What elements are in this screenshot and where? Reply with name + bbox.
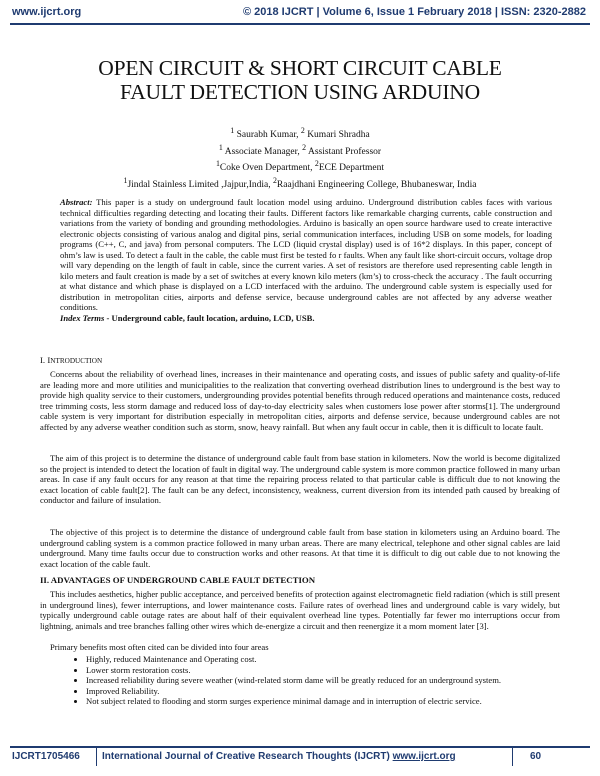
abstract [60,197,552,323]
index-terms-label: Index Terms [60,312,105,323]
header-site[interactable]: www.ijcrt.org [12,6,82,18]
author-sup: 2 [314,159,319,169]
author-roles [40,142,560,159]
author-aff: Raajdhani Engineering College, Bhubaneswar, India [276,180,477,191]
author-sup: 1 [123,175,128,185]
footer-rule [10,746,590,748]
section-1-paragraph-1: Concerns about the reliability of overhead lines, increases in their maintenance and operating costs, and issues of public safety and quality-of-life are leading more and more utilities and municipalities to the realization that converting overhead distribution lines to underground is the best way to provide high quality service to their customers, undergrounding provides potential benefits through reduced operations and maintenance costs, reduced tree trimming costs, less storm damage and reduced loss of day-to-day electricity sales when customers lose power after storms[1]. The underground cable system is very important for distribution especially in metropolitan cities, airports and defense service, because underground cables are not affected by any adverse weather condition such as storm, snow, heavy rainfall. But when any fault occur in cable, then it is difficult to locate fault. [40,369,560,432]
footer-separator [96,748,97,766]
author-departments [40,158,560,175]
author-sup: 1 [215,159,220,169]
title-line-1: OPEN CIRCUIT & SHORT CIRCUIT CABLE [98,56,502,80]
author-name: Kumari Shradha [304,130,370,141]
footer-journal: International Journal of Creative Research Thoughts (IJCRT) www.ijcrt.org [102,751,456,762]
paper-title [40,56,560,104]
author-dept: ECE Department [318,163,385,174]
footer-separator [512,748,513,766]
page-header [0,0,600,26]
author-block [40,125,560,192]
section-2-paragraph-1: This includes aesthetics, higher public acceptance, and perceived benefits of protection against electromagnetic field radiation (which is still present in underground lines), fewer interruptions, and lower maintenance costs. Failure rates of overhead lines and underground cable is vary widely, but typically underground cable outage rates are about half of their equivalent overhead line types. Potentially far fewer mo interruptions occur from lightning, animals and tree branches falling other wires which de-energize a circuit and then reenergize it a mom moment later [3]. [40,589,560,631]
list-item: • Lower storm restoration costs. [86,665,566,676]
footer-paper-id: IJCRT1705466 [12,751,80,762]
abstract-text: This paper is a study on underground fault location model using arduino. Underground distribution cables faces with various technical difficulties regarding detecting and locating their faults. Different factors like remarkable charging currents, cable construction and variations from the variety of bonding and grounding methodologies. Arduino is basically an open source hardware used to create interactive electronic objects consisting of various analog and digital pins, serial communication interfaces, including USB on some models, for loading programs (C++, C, and java) from personal computers. The LCD (liquid crystal display) used is of 16*2 displays. In this paper, concept of ohm’s law is used. To detect a fault in the cable, the cable must first be tested fo r faults. When any fault like short-circuit occurs, voltage drop will vary depending on the length of fault in cable, since the current varies. A set of resistors are therefore used representing cable length in kilo meters and fault creation is made by a set of switches at every known kilo meters (km’s) to cross-check the accuracy . The fault occurring at what distance and which phase is displayed on a LCD interfaced with the arduino. The underground cable system is especially used for distribution in metropolitan cities, airports and defense service, because underground cables are not affected by any adverse weather conditions. [60,197,552,312]
author-aff: Jindal Stainless Limited ,Jajpur,India, [127,180,273,191]
list-item: • Increased reliability during severe weather (wind-related storm dame will be greatly reduced for an underground system. [86,675,566,686]
author-name: Saurabh Kumar, [234,130,301,141]
list-item: • Improved Reliability. [86,686,566,697]
author-sup: 2 [272,175,277,185]
footer-url-link[interactable]: www.ijcrt.org [392,751,456,762]
author-role: Assistant Professor [306,146,382,157]
footer-page-number: 60 [530,751,542,762]
author-names [40,125,560,142]
benefits-list [68,654,566,707]
section-2-paragraph-2: Primary benefits most often cited can be divided into four areas [50,642,269,652]
header-meta: © 2018 IJCRT | Volume 6, Issue 1 February 2018 | ISSN: 2320-2882 [242,6,586,18]
author-sup: 2 [302,142,307,152]
author-sup: 1 [230,126,235,135]
section-1-heading: I. INTRODUCTION [40,355,103,365]
author-sup: 1 [218,142,223,152]
section-1-paragraph-3: The objective of this project is to determine the distance of underground cable fault from base station in kilometers using an Arduino board. The underground cabling system is a common practice followed in many urban areas. There are many electrical, telephone and other signal cables are laid underground. Many time faults occur due to construction works and other reasons. At that time it is difficult to dig out cable due to not knowing the exact location of the cable fault. [40,527,560,569]
list-item: • Not subject related to flooding and storm surges experience minimal damage and in interruption of electric service. [86,696,566,707]
author-role: Associate Manager, [222,146,303,157]
section-1-paragraph-2: The aim of this project is to determine the distance of underground cable fault from base station in kilometers. Now the world is become digitalized so the project is intended to detect the location of fault in digital way. The underground cable system is more common practice followed in many urban areas. In case if any fault occurs for any reason at that time the repairing process related to that particular cable is difficult due to not knowing the exact location of cable fault[2]. The fault can be any defect, inconsistency, weakness, current diversion from its intended path caused by breaking of conductor and failure of insulation. [40,453,560,505]
abstract-label: Abstract: [60,197,93,207]
index-terms [60,313,552,324]
index-terms-text: - Underground cable, fault location, arduino, LCD, USB. [104,312,315,323]
list-item: • Highly, reduced Maintenance and Operating cost. [86,654,566,665]
author-sup: 2 [300,126,305,135]
section-2-heading: II. ADVANTAGES OF UNDERGROUND CABLE FAULT DETECTION [40,575,316,585]
author-dept: Coke Oven Department, [219,163,315,174]
author-affiliations [40,175,560,192]
header-rule [10,23,590,25]
title-line-2: FAULT DETECTION USING ARDUINO [120,80,480,104]
